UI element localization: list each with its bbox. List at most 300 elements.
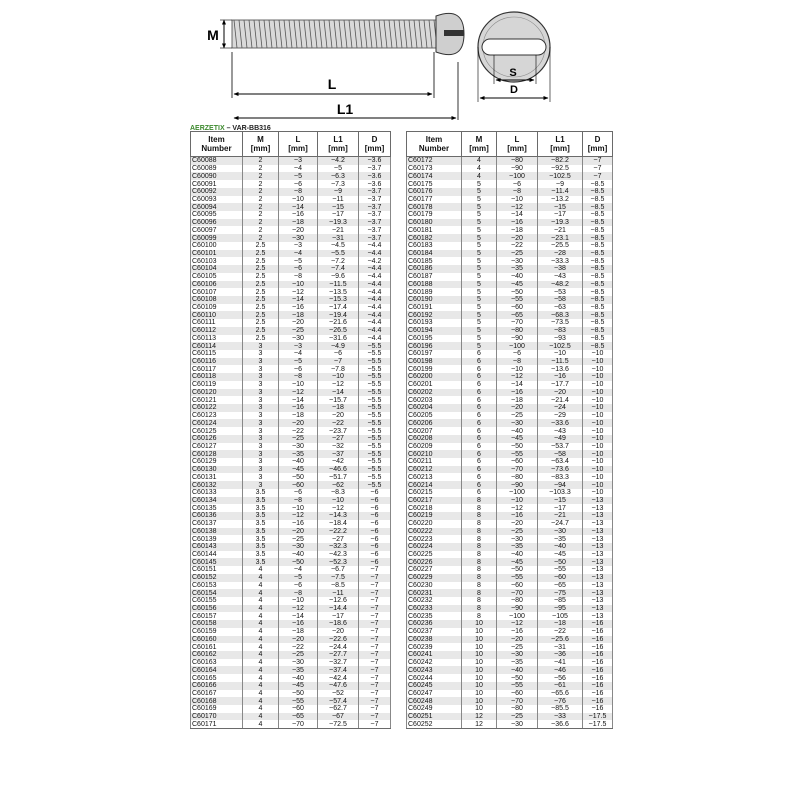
m-cell: 2 xyxy=(243,180,279,188)
l-cell: ~20 xyxy=(279,226,318,234)
l1-cell: ~53 xyxy=(538,288,583,296)
brand-code: VAR-BB316 xyxy=(232,125,271,132)
d-cell: ~8.5 xyxy=(583,319,613,327)
item-number-cell: C60230 xyxy=(407,582,462,590)
table-row xyxy=(407,713,613,721)
l-cell: ~100 xyxy=(497,612,538,620)
m-cell: 2 xyxy=(243,157,279,165)
l1-cell: ~23.1 xyxy=(538,234,583,242)
l1-cell: ~7.4 xyxy=(318,265,359,273)
d-cell: ~7 xyxy=(359,720,391,728)
table-row xyxy=(407,165,613,173)
table-row xyxy=(191,188,391,196)
l1-cell: ~25.6 xyxy=(538,636,583,644)
d-cell: ~7 xyxy=(583,165,613,173)
table-row xyxy=(407,697,613,705)
l1-cell: ~32.3 xyxy=(318,543,359,551)
d-cell: ~8.5 xyxy=(583,226,613,234)
l-cell: ~30 xyxy=(279,443,318,451)
d-cell: ~13 xyxy=(583,497,613,505)
m-cell: 6 xyxy=(462,473,497,481)
m-cell: 5 xyxy=(462,196,497,204)
table-row xyxy=(191,674,391,682)
l-cell: ~10 xyxy=(279,597,318,605)
item-number-cell: C60111 xyxy=(191,319,243,327)
item-number-cell: C60092 xyxy=(191,188,243,196)
l1-cell: ~33.3 xyxy=(538,257,583,265)
item-number-cell: C60236 xyxy=(407,620,462,628)
table-row xyxy=(407,350,613,358)
d-cell: ~5.5 xyxy=(359,458,391,466)
d-cell: ~7 xyxy=(359,612,391,620)
l1-cell: ~45 xyxy=(538,551,583,559)
d-cell: ~3.7 xyxy=(359,188,391,196)
l-cell: ~25 xyxy=(497,528,538,536)
l1-cell: ~17.4 xyxy=(318,304,359,312)
item-number-cell: C60165 xyxy=(191,674,243,682)
d-cell: ~8.5 xyxy=(583,257,613,265)
table-row xyxy=(407,566,613,574)
table-row xyxy=(407,381,613,389)
item-number-cell: C60204 xyxy=(407,404,462,412)
d-cell: ~4.4 xyxy=(359,304,391,312)
m-cell: 6 xyxy=(462,396,497,404)
l1-cell: ~19.4 xyxy=(318,311,359,319)
table-row xyxy=(191,265,391,273)
m-cell: 5 xyxy=(462,203,497,211)
l-cell: ~30 xyxy=(497,419,538,427)
m-cell: 3.5 xyxy=(243,520,279,528)
l-cell: ~40 xyxy=(497,666,538,674)
d-cell: ~8.5 xyxy=(583,327,613,335)
table-row xyxy=(191,643,391,651)
table-row xyxy=(191,497,391,505)
item-number-cell: C60197 xyxy=(407,350,462,358)
d-cell: ~5.5 xyxy=(359,396,391,404)
item-number-cell: C60209 xyxy=(407,443,462,451)
table-row xyxy=(407,304,613,312)
item-number-cell: C60198 xyxy=(407,358,462,366)
table-row xyxy=(407,489,613,497)
l-cell: ~50 xyxy=(279,558,318,566)
table-row xyxy=(191,435,391,443)
d-cell: ~13 xyxy=(583,566,613,574)
table-row xyxy=(191,589,391,597)
l-cell: ~12 xyxy=(497,373,538,381)
m-cell: 2.5 xyxy=(243,335,279,343)
m-cell: 6 xyxy=(462,350,497,358)
table-row xyxy=(191,543,391,551)
m-cell: 5 xyxy=(462,342,497,350)
d-cell: ~13 xyxy=(583,558,613,566)
l-cell: ~30 xyxy=(497,651,538,659)
spec-table-left xyxy=(190,131,391,729)
d-cell: ~3.7 xyxy=(359,196,391,204)
l1-cell: ~42 xyxy=(318,458,359,466)
l-cell: ~90 xyxy=(497,165,538,173)
m-cell: 6 xyxy=(462,458,497,466)
d-cell: ~16 xyxy=(583,636,613,644)
m-cell: 3 xyxy=(243,373,279,381)
l-cell: ~25 xyxy=(279,327,318,335)
m-cell: 4 xyxy=(243,582,279,590)
l-cell: ~60 xyxy=(279,481,318,489)
l-cell: ~14 xyxy=(279,612,318,620)
l1-cell: ~105 xyxy=(538,612,583,620)
item-number-cell: C60163 xyxy=(191,659,243,667)
table-row xyxy=(407,157,613,165)
m-cell: 6 xyxy=(462,381,497,389)
item-number-cell: C60241 xyxy=(407,651,462,659)
item-number-cell: C60191 xyxy=(407,304,462,312)
m-cell: 5 xyxy=(462,288,497,296)
item-number-cell: C60154 xyxy=(191,589,243,597)
item-number-cell: C60186 xyxy=(407,265,462,273)
d-cell: ~4.4 xyxy=(359,265,391,273)
l-cell: ~18 xyxy=(279,219,318,227)
l1-cell: ~65 xyxy=(538,582,583,590)
m-cell: 3 xyxy=(243,350,279,358)
m-cell: 6 xyxy=(462,450,497,458)
l1-cell: ~33.6 xyxy=(538,419,583,427)
table-row xyxy=(191,412,391,420)
item-number-cell: C60220 xyxy=(407,520,462,528)
item-number-cell: C60132 xyxy=(191,481,243,489)
table-row xyxy=(407,651,613,659)
item-number-cell: C60229 xyxy=(407,574,462,582)
table-row xyxy=(191,219,391,227)
item-number-cell: C60171 xyxy=(191,720,243,728)
item-number-cell: C60128 xyxy=(191,450,243,458)
table-row xyxy=(407,172,613,180)
table-row xyxy=(407,558,613,566)
l1-cell: ~13.6 xyxy=(538,365,583,373)
d-cell: ~4.4 xyxy=(359,319,391,327)
m-cell: 10 xyxy=(462,674,497,682)
l-cell: ~6 xyxy=(279,180,318,188)
l-cell: ~12 xyxy=(279,512,318,520)
table-row xyxy=(191,157,391,165)
table-row xyxy=(407,574,613,582)
table-row xyxy=(407,365,613,373)
d-cell: ~5.5 xyxy=(359,481,391,489)
table-row xyxy=(191,242,391,250)
l1-cell: ~7.8 xyxy=(318,365,359,373)
l1-cell: ~85 xyxy=(538,597,583,605)
d-cell: ~8.5 xyxy=(583,196,613,204)
table-row xyxy=(191,319,391,327)
d-cell: ~4.4 xyxy=(359,250,391,258)
d-cell: ~5.5 xyxy=(359,412,391,420)
d-cell: ~16 xyxy=(583,643,613,651)
m-cell: 6 xyxy=(462,466,497,474)
d-cell: ~5.5 xyxy=(359,342,391,350)
l1-cell: ~29 xyxy=(538,412,583,420)
m-cell: 3.5 xyxy=(243,535,279,543)
item-number-cell: C60088 xyxy=(191,157,243,165)
d-cell: ~8.5 xyxy=(583,335,613,343)
d-cell: ~7 xyxy=(359,697,391,705)
m-cell: 4 xyxy=(243,620,279,628)
item-number-cell: C60223 xyxy=(407,535,462,543)
m-cell: 8 xyxy=(462,535,497,543)
table-row xyxy=(191,466,391,474)
d-cell: ~8.5 xyxy=(583,288,613,296)
col-l: L [mm] xyxy=(279,132,318,157)
item-number-cell: C60134 xyxy=(191,497,243,505)
table-row xyxy=(191,666,391,674)
l-cell: ~12 xyxy=(279,288,318,296)
m-cell: 5 xyxy=(462,234,497,242)
d-cell: ~8.5 xyxy=(583,311,613,319)
item-number-cell: C60127 xyxy=(191,443,243,451)
d-cell: ~5.5 xyxy=(359,427,391,435)
l1-cell: ~6.7 xyxy=(318,566,359,574)
table-row xyxy=(407,543,613,551)
m-cell: 3 xyxy=(243,427,279,435)
table-row xyxy=(191,211,391,219)
table-row xyxy=(407,643,613,651)
table-row xyxy=(191,566,391,574)
l-cell: ~20 xyxy=(279,636,318,644)
table-row xyxy=(407,288,613,296)
l-cell: ~60 xyxy=(497,304,538,312)
m-cell: 3 xyxy=(243,481,279,489)
table-row xyxy=(191,659,391,667)
d-cell: ~13 xyxy=(583,520,613,528)
table-row xyxy=(407,419,613,427)
d-cell: ~7 xyxy=(359,597,391,605)
l1-cell: ~22 xyxy=(538,628,583,636)
d-cell: ~7 xyxy=(359,620,391,628)
d-cell: ~5.5 xyxy=(359,466,391,474)
item-number-cell: C60185 xyxy=(407,257,462,265)
item-number-cell: C60183 xyxy=(407,242,462,250)
dim-l-label: L xyxy=(327,76,337,92)
l1-cell: ~95 xyxy=(538,605,583,613)
item-number-cell: C60108 xyxy=(191,296,243,304)
d-cell: ~8.5 xyxy=(583,188,613,196)
m-cell: 2 xyxy=(243,188,279,196)
item-number-cell: C60155 xyxy=(191,597,243,605)
m-cell: 6 xyxy=(462,365,497,373)
l1-cell: ~10 xyxy=(318,373,359,381)
l-cell: ~16 xyxy=(279,304,318,312)
d-cell: ~3.6 xyxy=(359,157,391,165)
d-cell: ~4.4 xyxy=(359,273,391,281)
item-number-cell: C60247 xyxy=(407,690,462,698)
m-cell: 10 xyxy=(462,705,497,713)
item-number-cell: C60094 xyxy=(191,203,243,211)
d-cell: ~7 xyxy=(359,582,391,590)
m-cell: 4 xyxy=(462,165,497,173)
l1-cell: ~47.6 xyxy=(318,682,359,690)
l1-cell: ~13.5 xyxy=(318,288,359,296)
l-cell: ~18 xyxy=(497,396,538,404)
table-row xyxy=(407,389,613,397)
m-cell: 5 xyxy=(462,296,497,304)
d-cell: ~8.5 xyxy=(583,250,613,258)
d-cell: ~7 xyxy=(359,682,391,690)
l1-cell: ~20 xyxy=(318,628,359,636)
d-cell: ~10 xyxy=(583,443,613,451)
l-cell: ~80 xyxy=(497,157,538,165)
l1-cell: ~21.6 xyxy=(318,319,359,327)
d-cell: ~4.4 xyxy=(359,335,391,343)
item-number-cell: C60138 xyxy=(191,528,243,536)
table-row xyxy=(407,720,613,728)
item-number-cell: C60166 xyxy=(191,682,243,690)
d-cell: ~3.7 xyxy=(359,234,391,242)
l1-cell: ~21.4 xyxy=(538,396,583,404)
m-cell: 4 xyxy=(243,659,279,667)
table-row xyxy=(407,412,613,420)
col-item: Item Number xyxy=(191,132,243,157)
l-cell: ~30 xyxy=(279,543,318,551)
l1-cell: ~17.7 xyxy=(538,381,583,389)
table-row xyxy=(191,551,391,559)
m-cell: 4 xyxy=(243,566,279,574)
m-cell: 2 xyxy=(243,172,279,180)
m-cell: 6 xyxy=(462,373,497,381)
item-number-cell: C60242 xyxy=(407,659,462,667)
l1-cell: ~94 xyxy=(538,481,583,489)
item-number-cell: C60145 xyxy=(191,558,243,566)
d-cell: ~17.5 xyxy=(583,720,613,728)
l1-cell: ~67 xyxy=(318,713,359,721)
item-number-cell: C60107 xyxy=(191,288,243,296)
table-row xyxy=(191,335,391,343)
table-row xyxy=(191,365,391,373)
l-cell: ~90 xyxy=(497,335,538,343)
table-row xyxy=(407,620,613,628)
m-cell: 10 xyxy=(462,643,497,651)
item-number-cell: C60233 xyxy=(407,605,462,613)
item-number-cell: C60196 xyxy=(407,342,462,350)
item-number-cell: C60133 xyxy=(191,489,243,497)
m-cell: 5 xyxy=(462,281,497,289)
l1-cell: ~73.5 xyxy=(538,319,583,327)
l1-cell: ~40 xyxy=(538,543,583,551)
l-cell: ~14 xyxy=(279,396,318,404)
d-cell: ~8.5 xyxy=(583,342,613,350)
m-cell: 8 xyxy=(462,504,497,512)
l-cell: ~60 xyxy=(279,705,318,713)
l1-cell: ~7 xyxy=(318,358,359,366)
item-number-cell: C60143 xyxy=(191,543,243,551)
l1-cell: ~9.6 xyxy=(318,273,359,281)
d-cell: ~13 xyxy=(583,504,613,512)
l1-cell: ~18.4 xyxy=(318,520,359,528)
item-number-cell: C60219 xyxy=(407,512,462,520)
l-cell: ~65 xyxy=(497,311,538,319)
l-cell: ~100 xyxy=(497,172,538,180)
m-cell: 6 xyxy=(462,389,497,397)
item-number-cell: C60184 xyxy=(407,250,462,258)
l-cell: ~25 xyxy=(279,435,318,443)
d-cell: ~5.5 xyxy=(359,419,391,427)
m-cell: 8 xyxy=(462,558,497,566)
l1-cell: ~18 xyxy=(538,620,583,628)
item-number-cell: C60243 xyxy=(407,666,462,674)
l-cell: ~90 xyxy=(497,481,538,489)
table-row xyxy=(407,497,613,505)
table-row xyxy=(191,690,391,698)
item-number-cell: C60227 xyxy=(407,566,462,574)
m-cell: 3 xyxy=(243,365,279,373)
l1-cell: ~8.3 xyxy=(318,489,359,497)
l1-cell: ~49 xyxy=(538,435,583,443)
m-cell: 6 xyxy=(462,435,497,443)
d-cell: ~3.6 xyxy=(359,180,391,188)
m-cell: 5 xyxy=(462,242,497,250)
l1-cell: ~27 xyxy=(318,535,359,543)
l-cell: ~45 xyxy=(497,558,538,566)
col-item: Item Number xyxy=(407,132,462,157)
table-row xyxy=(407,535,613,543)
l1-cell: ~72.5 xyxy=(318,720,359,728)
l1-cell: ~11 xyxy=(318,589,359,597)
l1-cell: ~17 xyxy=(318,211,359,219)
m-cell: 2 xyxy=(243,165,279,173)
m-cell: 6 xyxy=(462,443,497,451)
l-cell: ~80 xyxy=(497,473,538,481)
m-cell: 5 xyxy=(462,319,497,327)
l-cell: ~40 xyxy=(279,551,318,559)
l-cell: ~12 xyxy=(497,504,538,512)
m-cell: 2.5 xyxy=(243,250,279,258)
m-cell: 2 xyxy=(243,196,279,204)
item-number-cell: C60182 xyxy=(407,234,462,242)
m-cell: 8 xyxy=(462,589,497,597)
l-cell: ~30 xyxy=(279,234,318,242)
d-cell: ~4.4 xyxy=(359,288,391,296)
l-cell: ~22 xyxy=(497,242,538,250)
l1-cell: ~51.7 xyxy=(318,473,359,481)
l1-cell: ~15 xyxy=(318,203,359,211)
m-cell: 6 xyxy=(462,481,497,489)
item-number-cell: C60120 xyxy=(191,389,243,397)
d-cell: ~13 xyxy=(583,512,613,520)
l-cell: ~6 xyxy=(279,489,318,497)
item-number-cell: C60237 xyxy=(407,628,462,636)
l-cell: ~45 xyxy=(497,435,538,443)
table-row xyxy=(191,705,391,713)
table-row xyxy=(191,489,391,497)
l1-cell: ~83 xyxy=(538,327,583,335)
table-row xyxy=(407,234,613,242)
l-cell: ~16 xyxy=(279,620,318,628)
item-number-cell: C60252 xyxy=(407,720,462,728)
l-cell: ~16 xyxy=(279,211,318,219)
screw-shaft-thread xyxy=(232,20,437,48)
table-row xyxy=(407,250,613,258)
d-cell: ~10 xyxy=(583,466,613,474)
m-cell: 5 xyxy=(462,257,497,265)
l-cell: ~70 xyxy=(279,720,318,728)
table-row xyxy=(407,473,613,481)
m-cell: 3.5 xyxy=(243,504,279,512)
l-cell: ~40 xyxy=(497,427,538,435)
m-cell: 2.5 xyxy=(243,281,279,289)
item-number-cell: C60208 xyxy=(407,435,462,443)
table-row xyxy=(191,350,391,358)
l-cell: ~10 xyxy=(279,196,318,204)
m-cell: 8 xyxy=(462,551,497,559)
item-number-cell: C60091 xyxy=(191,180,243,188)
m-cell: 3 xyxy=(243,435,279,443)
d-cell: ~17.5 xyxy=(583,713,613,721)
